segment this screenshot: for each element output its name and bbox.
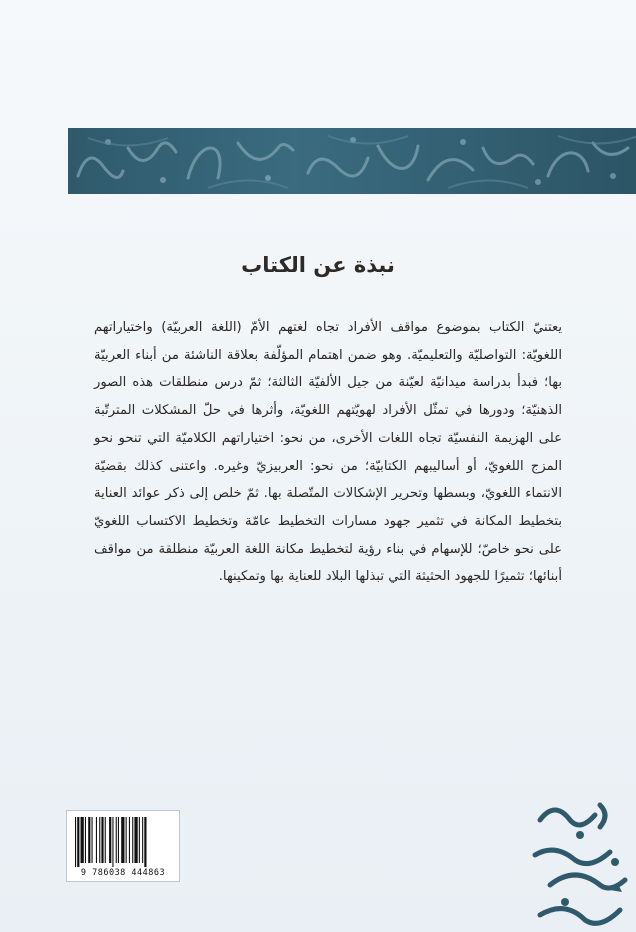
barcode-bar [101,817,103,863]
barcode-bar [116,817,117,863]
barcode-bar [99,817,100,863]
isbn-number: 9 786038 444863 [80,868,166,878]
barcode-bar [112,817,113,867]
barcode-bar [109,817,111,863]
description-paragraph: يعتنيّ الكتاب بموضوع مواقف الأفراد تجاه لغتهم الأمّ (اللغة العربيّة) واختياراتهم اللغويّة: التواصليّة والتعليميّة. وهو ضمن اهتمام المؤلّفة بعلاقة الناشئة من أبناء العربيّة بها؛ فبدأ بدراسة ميدانيّة لعيّنة من جيل الألفيّة الثالثة؛ ثمّ درس منطلقات هذه الصور الذهنيّة؛ ودورها في تمثّل الأفراد لهويّتهم اللغويّة، وأثرها في حلّ المشكلات المترتّبة على الهزيمة النفسيّة تجاه اللغات الأخرى، من نحو: اختياراتهم الكلاميّة التي تنحو نحو المزج اللغويّ، أو أساليبهم الكتابيّة؛ من نحو: العربيزيّ وغيره. واعتنى كذلك بقضيّة الانتماء اللغويّ، وبسطها وتحرير الإشكالات المتّصلة بها. ثمّ خلص إلى ذكر عوائد العناية بتخطيط المكانة في تثمير جهود مسارات التخطيط عامّة وتخطيط الاكتساب اللغويّ على نحو خاصّ؛ للإسهام في بناء رؤية لتخطيط مكانة اللغة العربيّة منطلقة من مواقف أبنائها؛ تثميرًا للجهود الحثيثة التي تبذلها البلاد للعناية بها وتمكينها. [94,320,562,585]
barcode-bar [88,817,90,863]
barcode-bar [77,817,79,867]
barcode-bar [118,817,119,863]
barcode-bar [92,817,93,863]
isbn-barcode [66,810,180,882]
barcode-bar [126,817,127,863]
barcode-icon [75,817,173,867]
barcode-bar [85,817,86,863]
barcode-bar [129,817,130,863]
calligraphy-banner [68,128,636,194]
barcode-bar [132,817,133,863]
barcode-bar [81,817,84,863]
barcode-bar [142,817,143,863]
barcode-bar [134,817,137,863]
barcode-bar [105,817,106,863]
barcode-bar [75,817,76,867]
barcode-bar [139,817,140,863]
book-description [94,314,562,591]
calligraphy-ornament-icon [520,790,636,932]
calligraphy-pattern-icon [68,128,636,194]
barcode-bar [144,817,146,867]
barcode-bar [96,817,97,863]
section-title: نبذة عن الكتاب [241,253,395,277]
barcode-bar [121,817,124,863]
